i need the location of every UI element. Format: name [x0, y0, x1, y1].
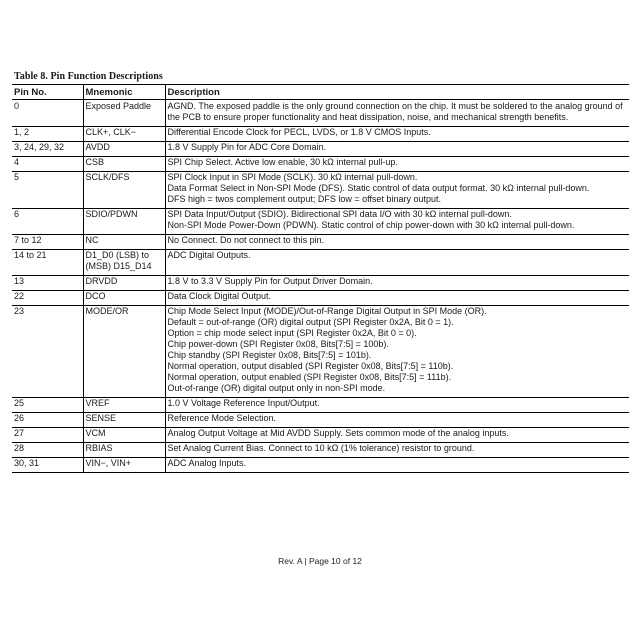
- table-row: [12, 413, 629, 428]
- table-row: [12, 100, 629, 127]
- description-cell: [165, 413, 629, 428]
- description-line: 1.0 V Voltage Reference Input/Output.: [167, 398, 320, 408]
- description-cell: [165, 291, 629, 306]
- description-cell: [165, 458, 629, 473]
- description-line: 1.8 V to 3.3 V Supply Pin for Output Driver Domain.: [167, 276, 373, 286]
- description-cell: [165, 443, 629, 458]
- table-row: [12, 250, 629, 276]
- description-line: Out-of-range (OR) digital output only in non-SPI mode.: [167, 383, 386, 393]
- mnemonic-cell: SCLK/DFS: [83, 172, 165, 209]
- mnemonic-cell: VIN−, VIN+: [83, 458, 165, 473]
- description-cell: [165, 172, 629, 209]
- description-line: Chip Mode Select Input (MODE)/Out-of-Range Digital Output in SPI Mode (OR).: [167, 306, 487, 316]
- table-row: [12, 142, 629, 157]
- description-line: Reference Mode Selection.: [167, 413, 277, 423]
- description-line: Differential Encode Clock for PECL, LVDS, or 1.8 V CMOS Inputs.: [167, 127, 431, 137]
- pin-number-cell: 14 to 21: [12, 250, 83, 276]
- pin-function-table: [12, 84, 629, 473]
- description-line: ADC Analog Inputs.: [167, 458, 247, 468]
- table-row: [12, 157, 629, 172]
- table-row: [12, 276, 629, 291]
- description-line: Data Clock Digital Output.: [167, 291, 272, 301]
- pin-number-cell: 22: [12, 291, 83, 306]
- pin-number-cell: 7 to 12: [12, 235, 83, 250]
- description-line: Non-SPI Mode Power-Down (PDWN). Static control of chip power-down with 30 kΩ internal pull-down.: [167, 220, 575, 230]
- table-row: [12, 398, 629, 413]
- mnemonic-cell: CSB: [83, 157, 165, 172]
- table-row: [12, 428, 629, 443]
- description-cell: [165, 142, 629, 157]
- pin-number-cell: 13: [12, 276, 83, 291]
- description-line: Data Format Select in Non-SPI Mode (DFS). Static control of data output format. 30 kΩ internal pull-down.: [167, 183, 590, 193]
- mnemonic-cell: SDIO/PDWN: [83, 209, 165, 235]
- pin-number-cell: 26: [12, 413, 83, 428]
- header-row: [12, 85, 629, 100]
- table-row: [12, 209, 629, 235]
- description-line: Set Analog Current Bias. Connect to 10 kΩ (1% tolerance) resistor to ground.: [167, 443, 475, 453]
- mnemonic-cell: D1_D0 (LSB) to (MSB) D15_D14: [83, 250, 165, 276]
- mnemonic-cell: Exposed Paddle: [83, 100, 165, 127]
- mnemonic-cell: DCO: [83, 291, 165, 306]
- pin-number-cell: 1, 2: [12, 127, 83, 142]
- description-line: AGND. The exposed paddle is the only ground connection on the chip. It must be soldered to the analog ground of the PCB to ensure proper functionality and heat dissipation, noise, and mechanical strength benefits.: [167, 101, 623, 122]
- mnemonic-cell: DRVDD: [83, 276, 165, 291]
- table-row: [12, 458, 629, 473]
- mnemonic-cell: VREF: [83, 398, 165, 413]
- description-cell: [165, 127, 629, 142]
- table-header: [12, 85, 629, 100]
- mnemonic-cell: AVDD: [83, 142, 165, 157]
- description-line: Chip standby (SPI Register 0x08, Bits[7:5] = 101b).: [167, 350, 372, 360]
- description-line: SPI Data Input/Output (SDIO). Bidirectional SPI data I/O with 30 kΩ internal pull-down.: [167, 209, 512, 219]
- description-line: SPI Clock Input in SPI Mode (SCLK). 30 kΩ internal pull-down.: [167, 172, 418, 182]
- mnemonic-cell: SENSE: [83, 413, 165, 428]
- description-cell: [165, 306, 629, 398]
- description-cell: [165, 250, 629, 276]
- header-pin-no: Pin No.: [12, 85, 83, 100]
- description-line: SPI Chip Select. Active low enable, 30 kΩ internal pull-up.: [167, 157, 398, 167]
- mnemonic-cell: MODE/OR: [83, 306, 165, 398]
- description-cell: [165, 100, 629, 127]
- description-line: Chip power-down (SPI Register 0x08, Bits[7:5] = 100b).: [167, 339, 389, 349]
- pin-number-cell: 28: [12, 443, 83, 458]
- table-row: [12, 127, 629, 142]
- mnemonic-cell: NC: [83, 235, 165, 250]
- pin-number-cell: 23: [12, 306, 83, 398]
- description-line: 1.8 V Supply Pin for ADC Core Domain.: [167, 142, 327, 152]
- description-line: DFS high = twos complement output; DFS low = offset binary output.: [167, 194, 441, 204]
- description-cell: [165, 276, 629, 291]
- page-footer: Rev. A | Page 10 of 12: [278, 556, 362, 566]
- pin-number-cell: 3, 24, 29, 32: [12, 142, 83, 157]
- description-line: Option = chip mode select input (SPI Register 0x2A, Bit 0 = 0).: [167, 328, 417, 338]
- table-row: [12, 306, 629, 398]
- description-cell: [165, 157, 629, 172]
- pin-number-cell: 30, 31: [12, 458, 83, 473]
- pin-number-cell: 27: [12, 428, 83, 443]
- description-line: Normal operation, output disabled (SPI Register 0x08, Bits[7:5] = 110b).: [167, 361, 454, 371]
- description-line: ADC Digital Outputs.: [167, 250, 251, 260]
- pin-number-cell: 5: [12, 172, 83, 209]
- header-description: Description: [165, 85, 629, 100]
- mnemonic-cell: VCM: [83, 428, 165, 443]
- table-row: [12, 235, 629, 250]
- mnemonic-cell: RBIAS: [83, 443, 165, 458]
- description-cell: [165, 235, 629, 250]
- table-row: [12, 443, 629, 458]
- table-body: [12, 100, 629, 473]
- description-cell: [165, 398, 629, 413]
- pin-number-cell: 6: [12, 209, 83, 235]
- description-line: Analog Output Voltage at Mid AVDD Supply. Sets common mode of the analog inputs.: [167, 428, 509, 438]
- mnemonic-cell: CLK+, CLK−: [83, 127, 165, 142]
- table-title: Table 8. Pin Function Descriptions: [14, 71, 163, 82]
- header-mnemonic: Mnemonic: [83, 85, 165, 100]
- description-cell: [165, 428, 629, 443]
- table-row: [12, 172, 629, 209]
- description-line: Default = out-of-range (OR) digital output (SPI Register 0x2A, Bit 0 = 1).: [167, 317, 454, 327]
- description-line: Normal operation, output enabled (SPI Register 0x08, Bits[7:5] = 111b).: [167, 372, 452, 382]
- pin-number-cell: 0: [12, 100, 83, 127]
- pin-number-cell: 4: [12, 157, 83, 172]
- description-line: No Connect. Do not connect to this pin.: [167, 235, 325, 245]
- pin-number-cell: 25: [12, 398, 83, 413]
- description-cell: [165, 209, 629, 235]
- table-row: [12, 291, 629, 306]
